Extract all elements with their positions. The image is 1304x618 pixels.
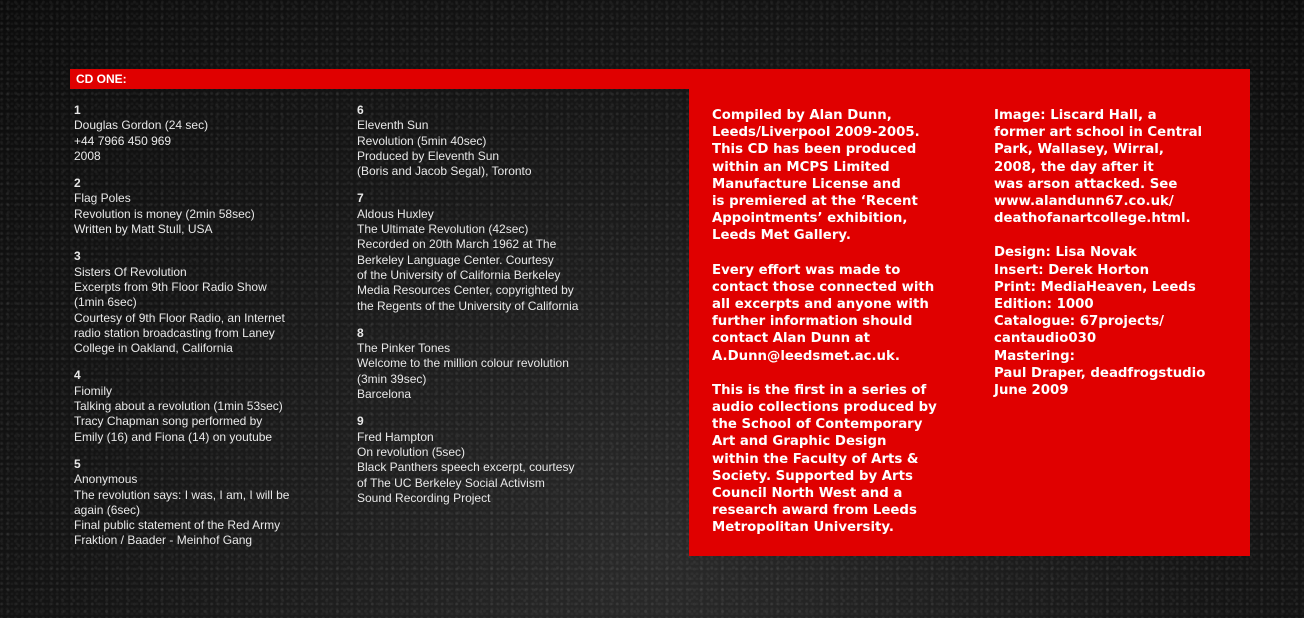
tracklist-column-2 bbox=[357, 103, 607, 518]
track-line: Media Resources Center, copyrighted by bbox=[357, 283, 574, 298]
credits-paragraph bbox=[712, 382, 977, 537]
track-line: the Regents of the University of California bbox=[357, 298, 579, 313]
credits-line: audio collections produced by bbox=[712, 400, 937, 416]
credits-panel bbox=[689, 69, 1250, 556]
credits-line: www.alandunn67.co.uk/ bbox=[994, 194, 1174, 210]
track-number: 5 bbox=[74, 456, 81, 471]
track-line: Excerpts from 9th Floor Radio Show bbox=[74, 279, 267, 294]
credits-line: Edition: 1000 bbox=[994, 297, 1094, 313]
track-number: 2 bbox=[74, 176, 81, 191]
credits-line: all excerpts and anyone with bbox=[712, 297, 929, 313]
credits-line: Leeds/Liverpool 2009-2005. bbox=[712, 125, 920, 141]
track-line: Barcelona bbox=[357, 387, 412, 402]
credits-line: This CD has been produced bbox=[712, 142, 917, 158]
track-number: 4 bbox=[74, 368, 81, 383]
credits-line: Manufacture License and bbox=[712, 176, 901, 192]
track-item bbox=[74, 368, 324, 444]
track-line: Douglas Gordon (24 sec) bbox=[74, 118, 209, 133]
credits-line: within an MCPS Limited bbox=[712, 159, 890, 175]
cd-one-header bbox=[70, 69, 690, 89]
track-line: Eleventh Sun bbox=[357, 118, 429, 133]
track-line: 2008 bbox=[74, 148, 101, 163]
track-line: The revolution says: I was, I am, I will be bbox=[74, 487, 290, 502]
credits-line: cantaudio030 bbox=[994, 331, 1097, 347]
track-line: Talking about a revolution (1min 53sec) bbox=[74, 399, 283, 414]
credits-line: research award from Leeds bbox=[712, 503, 917, 519]
track-line: College in Oakland, California bbox=[74, 341, 233, 356]
track-number: 6 bbox=[357, 103, 364, 117]
credits-line: Appointments’ exhibition, bbox=[712, 211, 908, 227]
tracklist-column-1 bbox=[74, 103, 324, 561]
track-item bbox=[74, 249, 324, 356]
track-line: Fiomily bbox=[74, 383, 112, 398]
credits-line: further information should bbox=[712, 314, 913, 330]
credits-paragraph bbox=[994, 107, 1244, 227]
credits-line: is premiered at the ‘Recent bbox=[712, 194, 918, 210]
track-line: Aldous Huxley bbox=[357, 206, 434, 221]
credits-line: Design: Lisa Novak bbox=[994, 245, 1137, 261]
credits-line: This is the first in a series of bbox=[712, 382, 927, 398]
track-line: Final public statement of the Red Army bbox=[74, 518, 281, 533]
credits-line: Metropolitan University. bbox=[712, 520, 894, 536]
track-line: Flag Poles bbox=[74, 191, 131, 206]
track-item bbox=[357, 414, 607, 506]
track-line: Sound Recording Project bbox=[357, 490, 491, 505]
track-line: Fred Hampton bbox=[357, 429, 434, 444]
track-line: Recorded on 20th March 1962 at The bbox=[357, 237, 557, 252]
track-item bbox=[74, 176, 324, 237]
credits-column-2 bbox=[994, 107, 1244, 416]
track-line: Revolution (5min 40sec) bbox=[357, 133, 487, 148]
track-line: On revolution (5sec) bbox=[357, 444, 466, 459]
track-number: 7 bbox=[357, 191, 364, 206]
credits-line: within the Faculty of Arts & bbox=[712, 451, 919, 467]
track-line: Courtesy of 9th Floor Radio, an Internet bbox=[74, 310, 285, 325]
track-line: again (6sec) bbox=[74, 502, 141, 517]
credits-line: 2008, the day after it bbox=[994, 159, 1154, 175]
track-line: Sisters Of Revolution bbox=[74, 264, 187, 279]
credits-line: deathofanartcollege.html. bbox=[994, 211, 1191, 227]
track-number: 8 bbox=[357, 325, 364, 340]
track-line: Black Panthers speech excerpt, courtesy bbox=[357, 460, 575, 475]
track-line: (1min 6sec) bbox=[74, 295, 137, 310]
track-line: +44 7966 450 969 bbox=[74, 133, 172, 148]
credits-line: Compiled by Alan Dunn, bbox=[712, 108, 892, 123]
track-line: of the University of California Berkeley bbox=[357, 267, 561, 282]
track-item bbox=[357, 191, 607, 313]
credits-line: Art and Graphic Design bbox=[712, 434, 887, 450]
credits-line: Park, Wallasey, Wirral, bbox=[994, 142, 1164, 158]
credits-column-1 bbox=[712, 107, 977, 554]
credits-line: Society. Supported by Arts bbox=[712, 468, 913, 484]
credits-line: Mastering: bbox=[994, 348, 1075, 364]
track-line: Produced by Eleventh Sun bbox=[357, 148, 500, 163]
credits-line: Insert: Derek Horton bbox=[994, 262, 1150, 278]
track-line: Berkeley Language Center. Courtesy bbox=[357, 252, 554, 267]
credits-line: Paul Draper, deadfrogstudio bbox=[994, 365, 1206, 381]
track-item bbox=[357, 103, 607, 179]
credits-line: Catalogue: 67projects/ bbox=[994, 314, 1165, 330]
track-line: Emily (16) and Fiona (14) on youtube bbox=[74, 429, 273, 444]
track-number: 3 bbox=[74, 249, 81, 264]
track-item bbox=[357, 326, 607, 402]
track-line: The Ultimate Revolution (42sec) bbox=[357, 222, 529, 237]
credits-paragraph bbox=[994, 244, 1244, 399]
track-line: (3min 39sec) bbox=[357, 371, 427, 386]
credits-line: Print: MediaHeaven, Leeds bbox=[994, 279, 1196, 295]
credits-line: contact Alan Dunn at bbox=[712, 331, 870, 347]
track-item bbox=[74, 103, 324, 164]
track-line: The Pinker Tones bbox=[357, 341, 451, 356]
cd-one-label: CD ONE: bbox=[76, 72, 127, 86]
credits-line: Image: Liscard Hall, a bbox=[994, 108, 1157, 123]
track-item bbox=[74, 457, 324, 549]
credits-line: A.Dunn@leedsmet.ac.uk. bbox=[712, 348, 900, 364]
credits-paragraph bbox=[712, 262, 977, 365]
credits-line: was arson attacked. See bbox=[994, 176, 1178, 192]
track-line: radio station broadcasting from Laney bbox=[74, 325, 275, 340]
track-line: of The UC Berkeley Social Activism bbox=[357, 475, 545, 490]
track-line: Revolution is money (2min 58sec) bbox=[74, 206, 255, 221]
track-line: Tracy Chapman song performed by bbox=[74, 414, 263, 429]
track-line: Written by Matt Stull, USA bbox=[74, 222, 213, 237]
credits-line: Council North West and a bbox=[712, 486, 903, 502]
track-line: Welcome to the million colour revolution bbox=[357, 356, 569, 371]
credits-paragraph bbox=[712, 107, 977, 245]
track-line: (Boris and Jacob Segal), Toronto bbox=[357, 164, 532, 179]
credits-line: Every effort was made to bbox=[712, 262, 901, 278]
credits-line: Leeds Met Gallery. bbox=[712, 228, 851, 244]
track-number: 1 bbox=[74, 103, 81, 117]
credits-line: contact those connected with bbox=[712, 279, 935, 295]
credits-line: the School of Contemporary bbox=[712, 417, 923, 433]
track-line: Anonymous bbox=[74, 472, 138, 487]
credits-line: June 2009 bbox=[994, 383, 1069, 399]
track-number: 9 bbox=[357, 414, 364, 429]
credits-line: former art school in Central bbox=[994, 125, 1203, 141]
track-line: Fraktion / Baader - Meinhof Gang bbox=[74, 533, 253, 548]
